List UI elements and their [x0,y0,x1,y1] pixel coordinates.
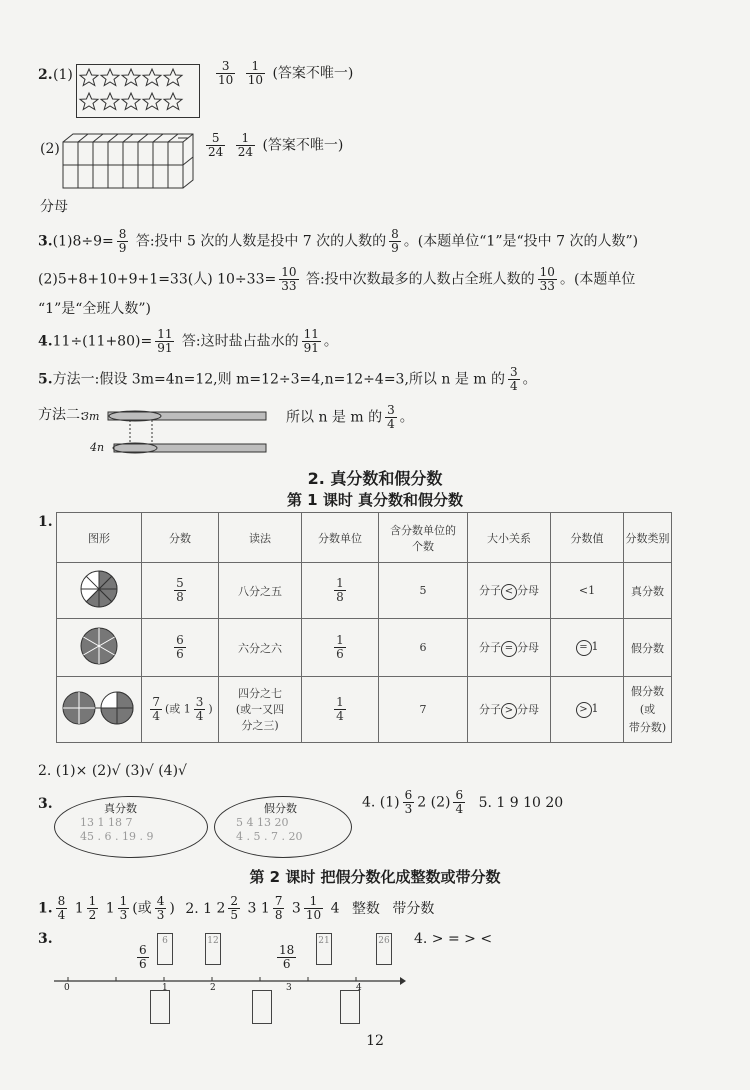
header-cell: 图形 [57,513,142,563]
reading-cell: 四分之七 (或一又四 分之三) [219,677,302,743]
star-icons [77,65,199,117]
answer-box-lower [340,990,360,1024]
q5-line1: 5.方法一:假设 3m=4n=12,则 m=12÷3=4,n=12÷4=3,所以 n 是 m 的 $\frac{3}{4}$ 。 [38,365,537,393]
header-cell: 分数 [142,513,219,563]
relation-cell: 分子 > 分母 [468,677,551,743]
value-cell: = 1 [551,619,624,677]
fraction: $\frac{1}{24}$ [237,131,254,159]
lesson1-q4-q5: 4. (1) $\frac{6}{3}$ 2 (2) $\frac{6}{4}$ 5. 1 9 10 20 [362,788,564,816]
q2-line2 [203,132,343,159]
lesson1-title: 第 1 课时 真分数和假分数 [286,491,464,509]
q3-line1: 3.(1)8÷9= $\frac{8}{9}$ 答:投中 5 次的人数是投中 7 次的人数的 $\frac{8}{9}$ 。(本题单位“1”是“投中 7 次的人数”) [38,227,639,255]
count-cell: 6 [379,619,468,677]
type-cell: 假分数 [624,619,672,677]
fraction-cell: $\frac{5}{8}$ [142,563,219,619]
answer-box-lower [150,990,170,1024]
answer-box: 26 [376,928,392,965]
q2-part2-label: (2) [40,141,60,157]
tick-label: 4 [356,983,362,993]
bar-model-figure [100,405,270,459]
answer-box: 21 [316,928,332,965]
header-cell: 分数值 [551,513,624,563]
true-fraction-values-top: 13 1 18 7 [80,816,133,829]
page-number: 12 [366,1033,384,1049]
table-row [57,563,672,619]
value-cell: > 1 [551,677,624,743]
count-cell: 5 [379,563,468,619]
q2-line1 [213,60,353,87]
lesson1-q2: 2. (1)× (2)√ (3)√ (4)√ [38,763,187,779]
tick-label: 0 [64,983,70,993]
answer-box-lower [252,990,272,1024]
q2-part1-label: (1) [53,67,73,83]
up-fraction: $\frac{18}{6}$ [279,943,295,971]
true-fraction-label: 真分数 [104,802,137,815]
value-cell: <1 [551,563,624,619]
stars-figure [76,64,200,118]
label-4n: 4n [90,441,105,454]
header-cell: 大小关系 [468,513,551,563]
fraction: $\frac{3}{10}$ [218,59,234,87]
type-cell: 真分数 [624,563,672,619]
prism-figure [62,132,194,194]
tick-label: 3 [286,983,292,993]
section-title: 2. 真分数和假分数 [307,469,443,488]
table-header-row [57,513,672,563]
q2-tail: 分母 [40,199,68,215]
q3-line3: “1”是“全班人数”) [38,301,151,317]
q3-line2: (2)5+8+10+9+1=33(人) 10÷33= $\frac{10}{33}$ 答:投中次数最多的人数占全班人数的 $\frac{10}{33}$ 。(本题单位 [38,265,636,293]
fraction-cell: $\frac{6}{6}$ [142,619,219,677]
lesson2-q1: 1. $\frac{8}{4}$ 1 $\frac{1}{2}$ 1 $\frac{1}{3}$ (或 $\frac{4}{3}$ ) 2. 1 2 $\frac{2}{5}$ 3 1 $\frac{7}{8}$ 3 $\frac{1}{10}$ 4 整数 带分数 [38,894,435,922]
reading-cell: 六分之六 [219,619,302,677]
up-fraction: $\frac{6}{6}$ [139,943,147,971]
type-cell: 假分数(或 带分数) [624,677,672,743]
table-row [57,677,672,743]
q5-line2: 所以 n 是 m 的 $\frac{3}{4}$ 。 [286,403,414,431]
answer-box: 6 [157,928,173,965]
header-cell: 分数类别 [624,513,672,563]
lesson2-title: 第 2 课时 把假分数化成整数或带分数 [249,868,501,886]
false-fraction-values-bottom: 4 . 5 . 7 . 20 [236,830,303,843]
count-cell: 7 [379,677,468,743]
note: (答案不唯一) [262,137,344,154]
true-fraction-values-bottom: 45 . 6 . 19 . 9 [80,830,154,843]
fraction-cell: $\frac{7}{4}$ (或 1 $\frac{3}{4}$ ) [142,677,219,743]
two-circles-figure [57,677,142,743]
relation-cell: 分子 < 分母 [468,563,551,619]
header-cell: 含分数单位的个数 [379,513,468,563]
table-row [57,619,672,677]
header-cell: 读法 [219,513,302,563]
unit-cell: $\frac{1}{6}$ [302,619,379,677]
tick-label: 2 [210,983,216,993]
tick-label: 1 [162,983,168,993]
relation-cell: 分子 = 分母 [468,619,551,677]
fraction: $\frac{5}{24}$ [208,131,224,159]
fraction-table [56,512,672,743]
lesson1-q3-number: 3. [38,796,53,812]
circle-8-parts-figure [57,563,142,619]
header-cell: 分数单位 [302,513,379,563]
q5-method2-label: 方法二: [38,407,85,423]
fraction: $\frac{1}{10}$ [247,59,264,87]
lesson2-q3-number: 3. [38,931,53,947]
reading-cell: 八分之五 [219,563,302,619]
unit-cell: $\frac{1}{8}$ [302,563,379,619]
q2-number: 2. [38,67,53,83]
note: (答案不唯一) [272,65,354,82]
q4-line: 4.11÷(11+80)= $\frac{11}{91}$ 答:这时盐占盐水的 $\frac{11}{91}$ 。 [38,327,338,355]
false-fraction-label: 假分数 [264,802,297,815]
answer-box: 12 [205,928,221,965]
circle-6-parts-figure [57,619,142,677]
label-3m: 3m [82,410,100,423]
table-qnum: 1. [38,514,53,530]
unit-cell: $\frac{1}{4}$ [302,677,379,743]
lesson2-q4: 4. > = > < [414,931,493,947]
false-fraction-values-top: 5 4 13 20 [236,816,289,829]
